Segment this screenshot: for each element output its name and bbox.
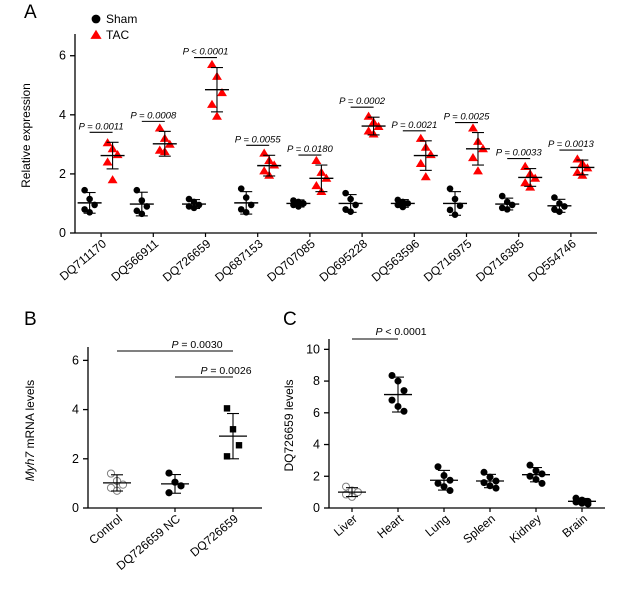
y-tick-label: 6 <box>72 353 79 368</box>
x-tick-label: Brain <box>559 511 590 541</box>
p-rest: < 0.0001 <box>188 46 229 58</box>
p-rest: = 0.0025 <box>449 111 490 123</box>
data-point-tac <box>212 112 222 120</box>
data-point-square <box>236 442 242 448</box>
x-tick-label: DQ566911 <box>108 236 162 285</box>
panel-a-letter: A <box>24 2 37 23</box>
p-italic: P <box>286 144 293 156</box>
data-point-tac <box>426 150 436 158</box>
data-point-tac <box>572 154 582 162</box>
x-tick-label: DQ554746 <box>525 236 579 285</box>
p-italic: P <box>78 121 85 133</box>
y-axis-title <box>23 380 37 481</box>
p-rest: = 0.0033 <box>501 147 542 159</box>
data-point-tac <box>468 153 478 161</box>
x-tick-label: Control <box>86 511 125 548</box>
x-tick-label: DQ695228 <box>316 236 371 285</box>
y-tick-label: 2 <box>59 166 66 181</box>
data-point-tac <box>207 100 217 108</box>
x-tick-label: DQ716975 <box>420 236 475 285</box>
data-point <box>389 372 396 379</box>
p-value-label <box>183 47 229 58</box>
p-value-label <box>444 112 491 123</box>
p-italic: P <box>391 119 398 131</box>
data-point-tac <box>155 123 165 131</box>
p-rest: = 0.0055 <box>240 134 281 146</box>
p-italic: P <box>234 134 241 146</box>
p-value-label <box>79 121 124 132</box>
data-point <box>165 469 172 476</box>
data-point-sham <box>352 202 359 209</box>
p-italic: P <box>375 326 383 338</box>
x-tick-label: Liver <box>331 511 360 540</box>
p-value-label <box>287 144 334 155</box>
y-axis-title-gene: Myh7 <box>23 451 37 482</box>
data-point <box>481 479 488 486</box>
p-rest: = 0.0021 <box>397 119 438 131</box>
data-point <box>435 480 442 487</box>
p-italic: P <box>171 339 179 351</box>
data-point-sham <box>447 185 454 192</box>
p-rest: = 0.0026 <box>207 365 252 377</box>
y-tick-label: 4 <box>313 437 320 452</box>
p-italic: P <box>443 111 450 123</box>
y-tick-label: 10 <box>306 342 320 357</box>
x-tick-label: DQ716385 <box>473 236 527 285</box>
data-point-open <box>107 470 114 477</box>
data-point <box>389 397 396 404</box>
y-tick-label: 4 <box>59 107 66 122</box>
data-point-sham <box>238 185 245 192</box>
data-point-tac <box>207 60 217 68</box>
data-point-tac <box>473 166 483 174</box>
data-point <box>401 408 408 415</box>
p-rest: < 0.0001 <box>382 326 427 338</box>
p-value-label <box>548 139 595 150</box>
data-point-tac <box>468 123 478 131</box>
p-rest: = 0.0002 <box>345 96 386 108</box>
data-point-open <box>119 481 126 488</box>
p-value-label <box>391 120 437 131</box>
data-point-square <box>224 405 230 411</box>
p-italic: P <box>495 147 502 159</box>
x-tick-label: DQ726659 <box>159 236 214 285</box>
panel-b-letter: B <box>24 309 37 330</box>
panel-c-plot <box>275 305 621 601</box>
p-value-label <box>339 96 386 107</box>
x-tick-label: DQ563596 <box>368 236 423 285</box>
data-point-sham <box>509 202 516 209</box>
y-axis-title: DQ726659 levels <box>282 379 296 472</box>
data-point <box>539 480 546 487</box>
x-tick-label: DQ711170 <box>56 236 110 284</box>
x-tick-label: Heart <box>374 511 406 542</box>
data-point-tac <box>311 181 321 189</box>
y-tick-label: 2 <box>313 469 320 484</box>
y-axis-title: Relative expression <box>19 83 33 188</box>
p-rest: = 0.0180 <box>292 144 333 156</box>
data-point-tac <box>520 178 530 186</box>
panel-c-letter: C <box>283 309 297 330</box>
y-tick-label: 0 <box>72 501 79 515</box>
p-italic: P <box>200 365 208 377</box>
y-tick-label: 6 <box>59 48 66 63</box>
legend-label-tac: TAC <box>106 28 130 42</box>
data-point-sham <box>447 207 454 214</box>
data-point <box>539 470 546 477</box>
x-tick-label: Lung <box>422 511 452 540</box>
x-tick-label: DQ707085 <box>264 236 318 285</box>
data-point-tac <box>421 172 431 180</box>
data-point <box>435 463 442 470</box>
x-tick-label: Kidney <box>506 511 544 546</box>
panel-b <box>0 305 275 601</box>
x-tick-label: DQ726659 <box>187 511 241 560</box>
p-italic: P <box>339 96 346 108</box>
y-tick-label: 4 <box>72 402 79 417</box>
legend-marker-tac <box>90 30 101 39</box>
panel-b-plot <box>0 305 275 601</box>
p-rest: = 0.0030 <box>178 339 223 351</box>
p-italic: P <box>547 139 554 151</box>
p-value-nc-vs-dq-label <box>200 365 251 377</box>
y-tick-label: 8 <box>313 374 320 389</box>
p-value-control-vs-dq-label <box>171 339 222 351</box>
x-tick-label: DQ726659 NC <box>113 511 183 573</box>
p-value-label <box>375 326 426 338</box>
data-point <box>527 473 534 480</box>
panel-c <box>275 305 621 601</box>
y-tick-label: 0 <box>59 226 66 240</box>
data-point-tac <box>311 156 321 164</box>
p-value-label <box>130 110 177 121</box>
p-rest: = 0.0011 <box>84 121 124 133</box>
p-rest: = 0.0008 <box>136 110 177 122</box>
y-tick-label: 0 <box>313 501 320 515</box>
data-point-tac <box>103 157 113 165</box>
data-point-sham <box>342 190 349 197</box>
p-value-label <box>235 134 282 145</box>
x-tick-label: DQ687153 <box>212 236 266 285</box>
legend-label-sham: Sham <box>106 12 138 26</box>
p-italic: P <box>182 46 189 58</box>
data-point-tac <box>364 112 374 120</box>
p-rest: = 0.0013 <box>553 139 594 151</box>
data-point-tac <box>108 175 118 183</box>
legend-marker-sham <box>92 15 101 24</box>
data-point-tac <box>416 159 426 167</box>
p-italic: P <box>130 110 137 122</box>
p-value-label <box>496 148 543 159</box>
y-tick-label: 2 <box>72 451 79 466</box>
data-point-tac <box>259 166 269 174</box>
x-tick-label: Spleen <box>460 511 498 547</box>
data-point <box>401 387 408 394</box>
y-tick-label: 6 <box>313 405 320 420</box>
y-axis-title-rest: mRNA levels <box>23 379 37 452</box>
